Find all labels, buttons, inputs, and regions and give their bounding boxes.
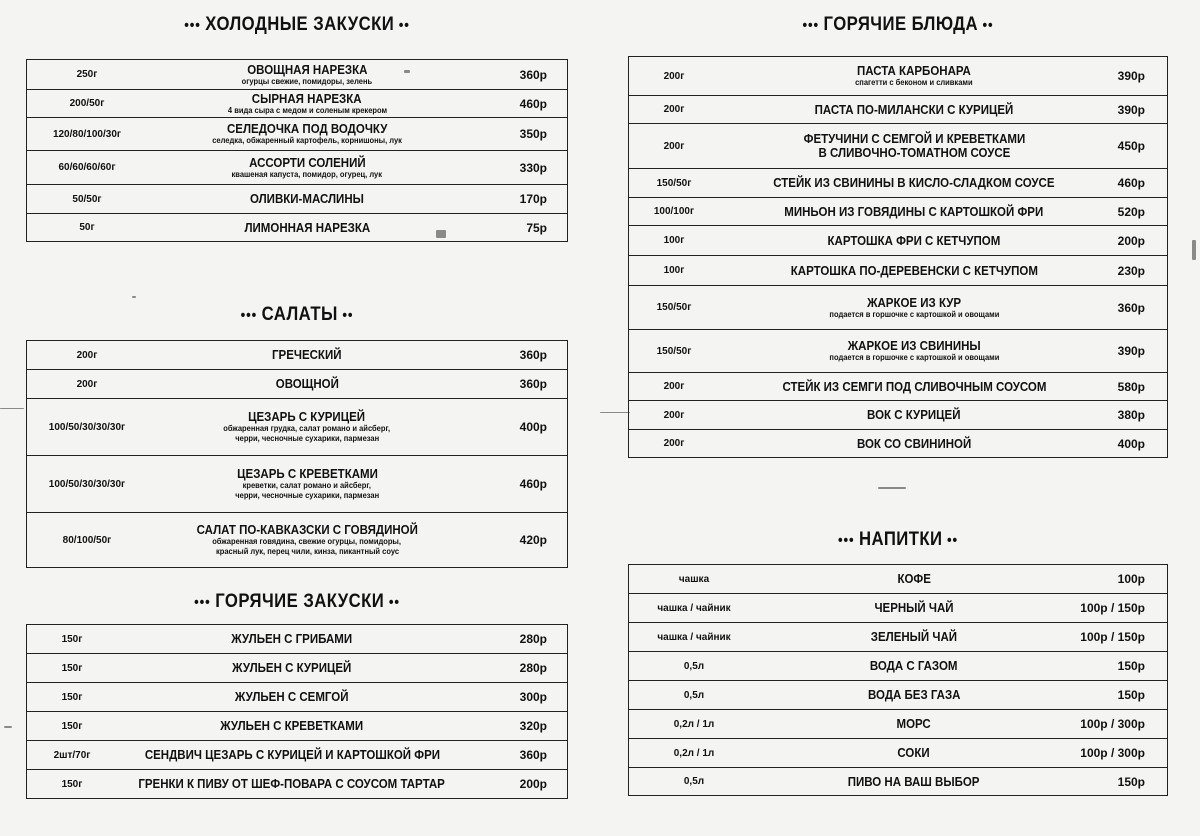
title-ornament-right: •• <box>337 307 354 324</box>
dish-price: 230р <box>1117 263 1145 278</box>
dish-description: красный лук, перец чили, кинза, пикантный соус <box>215 547 399 556</box>
dish-name: МИНЬОН ИЗ ГОВЯДИНЫ С КАРТОШКОЙ ФРИ <box>784 204 1044 219</box>
dish-price: 390р <box>1117 102 1145 117</box>
menu-table <box>26 624 568 799</box>
menu-table <box>26 340 568 568</box>
dish-price: 150р <box>1117 688 1145 702</box>
dish-name: ЖУЛЬЕН С КРЕВЕТКАМИ <box>220 719 364 733</box>
dish-name: ЛИМОННАЯ НАРЕЗКА <box>244 220 370 235</box>
dish-description: огурцы свежие, помидоры, зелень <box>241 76 373 86</box>
menu-row <box>628 255 1168 285</box>
dish-name: КАРТОШКА ПО-ДЕРЕВЕНСКИ С КЕТЧУПОМ <box>790 263 1038 278</box>
dish-name: ЦЕЗАРЬ С КУРИЦЕЙ <box>248 410 366 424</box>
dish-description: квашеная капуста, помидор, огурец, лук <box>231 169 383 179</box>
dish-description: обжаренная грудка, салат романо и айсберг, <box>223 424 391 433</box>
dish-description: черри, чесночные сухарики, пармезан <box>235 491 379 500</box>
dish-name: ЖУЛЬЕН С КУРИЦЕЙ <box>232 661 352 675</box>
portion-weight: 200г <box>663 70 685 82</box>
dish-description: спагетти с беконом и сливками <box>855 78 973 87</box>
dish-description: 4 вида сыра с медом и соленым крекером <box>227 105 387 115</box>
menu-row <box>26 624 568 653</box>
menu-row <box>26 512 568 568</box>
dish-price: 320р <box>519 719 547 733</box>
portion-weight: 150/50г <box>656 345 692 357</box>
dish-price: 200р <box>519 777 547 791</box>
dish-name: АССОРТИ СОЛЕНИЙ <box>248 155 366 170</box>
dish-cell <box>152 370 462 398</box>
portion-weight: 0,5л <box>683 660 705 672</box>
dish-name: СЫРНАЯ НАРЕЗКА <box>252 91 362 106</box>
title-ornament-right: •• <box>977 17 994 34</box>
dish-cell <box>764 681 1064 709</box>
dish-price: 460р <box>1117 176 1145 190</box>
dish-cell <box>122 654 462 682</box>
dish-name: ВОК С КУРИЦЕЙ <box>867 408 961 422</box>
title-ornament-left: ••• <box>194 594 216 611</box>
dish-cell <box>122 625 462 653</box>
portion-weight: 60/60/60/60г <box>58 162 116 173</box>
portion-weight: 0,2л / 1л <box>673 747 715 759</box>
menu-row <box>26 89 568 117</box>
title-ornament-left: ••• <box>802 17 824 34</box>
dish-name: КАРТОШКА ФРИ С КЕТЧУПОМ <box>827 233 1001 248</box>
portion-weight: чашка / чайник <box>657 602 731 614</box>
menu-row <box>628 622 1168 651</box>
dish-name: СЕНДВИЧ ЦЕЗАРЬ С КУРИЦЕЙ И КАРТОШКОЙ ФРИ <box>144 748 440 762</box>
portion-weight: 250г <box>76 69 98 80</box>
section-title <box>660 529 1135 551</box>
section-title-text: САЛАТЫ <box>261 304 338 325</box>
dish-name: ВОДА БЕЗ ГАЗА <box>867 688 961 702</box>
dish-cell <box>764 565 1064 593</box>
title-ornament-right: •• <box>942 532 959 549</box>
menu-row <box>628 564 1168 593</box>
dish-price: 170р <box>519 192 547 206</box>
dish-price: 460р <box>519 477 547 491</box>
menu-row <box>26 369 568 398</box>
dish-description: обжаренная говядина, свежие огурцы, помидоры, <box>212 537 402 546</box>
portion-weight: 150/50г <box>656 177 692 189</box>
dish-price: 300р <box>519 690 547 704</box>
menu-table <box>628 56 1168 458</box>
title-ornament-left: ••• <box>837 532 860 549</box>
portion-weight: 100/50/30/30/30г <box>48 421 126 433</box>
dish-cell <box>122 683 462 711</box>
print-speck <box>878 487 906 489</box>
menu-row <box>26 769 568 799</box>
menu-row <box>628 651 1168 680</box>
menu-row <box>628 168 1168 197</box>
portion-weight: 0,5л <box>683 689 705 701</box>
dish-price: 400р <box>519 420 547 434</box>
dish-name: ЦЕЗАРЬ С КРЕВЕТКАМИ <box>236 467 378 481</box>
dish-description: креветки, салат романо и айсберг, <box>242 481 372 490</box>
portion-weight: 100г <box>663 265 685 276</box>
dish-price: 100р / 150р <box>1080 630 1145 644</box>
dish-price: 100р / 300р <box>1080 717 1145 731</box>
menu-row <box>628 400 1168 429</box>
menu-row <box>628 197 1168 225</box>
title-ornament-right: •• <box>384 594 400 611</box>
portion-weight: 50/50г <box>72 193 102 205</box>
dish-price: 100р <box>1117 572 1145 586</box>
dish-description: подается в горшочке с картошкой и овощами <box>829 309 999 319</box>
portion-weight: 120/80/100/30г <box>52 128 122 140</box>
dish-name: СОКИ <box>897 746 931 760</box>
dish-price: 150р <box>1117 774 1145 789</box>
dish-price: 460р <box>519 96 547 111</box>
menu-row <box>26 398 568 455</box>
dish-cell <box>152 214 462 241</box>
dish-name: ВОК СО СВИНИНОЙ <box>856 436 972 451</box>
dish-price: 280р <box>519 632 547 646</box>
menu-row <box>26 740 568 769</box>
portion-weight: 150г <box>61 691 83 703</box>
menu-row <box>628 329 1168 372</box>
dish-cell <box>152 151 462 184</box>
dish-name: ЖАРКОЕ ИЗ КУР <box>866 295 961 310</box>
menu-table <box>26 59 568 242</box>
dish-name: ОЛИВКИ-МАСЛИНЫ <box>250 192 364 206</box>
dish-name: ОВОЩНОЙ <box>275 377 339 391</box>
menu-table <box>628 564 1168 796</box>
dish-price: 200р <box>1117 233 1145 248</box>
dish-name: ВОДА С ГАЗОМ <box>870 659 958 673</box>
dish-price: 400р <box>1117 436 1145 451</box>
portion-weight: 150г <box>61 662 83 674</box>
dish-name: СТЕЙК ИЗ СЕМГИ ПОД СЛИВОЧНЫМ СОУСОМ <box>782 379 1046 394</box>
dish-cell <box>152 118 462 150</box>
dish-name: ПАСТА ПО-МИЛАНСКИ С КУРИЦЕЙ <box>814 102 1014 117</box>
portion-weight: 200г <box>663 438 685 449</box>
dish-price: 360р <box>519 748 547 762</box>
dish-price: 350р <box>519 127 547 141</box>
portion-weight: 100/50/30/30/30г <box>48 478 126 490</box>
dish-price: 150р <box>1117 659 1145 673</box>
menu-row <box>26 340 568 369</box>
portion-weight: 0,2л / 1л <box>673 718 715 730</box>
dish-name: ЖУЛЬЕН С СЕМГОЙ <box>235 690 349 704</box>
section-title <box>59 14 536 36</box>
portion-weight: 150г <box>61 720 83 732</box>
menu-row <box>26 150 568 184</box>
menu-row <box>26 653 568 682</box>
dish-price: 390р <box>1117 69 1145 83</box>
section-title <box>660 14 1135 36</box>
menu-row <box>26 711 568 740</box>
dish-cell <box>152 90 462 117</box>
dish-name: КОФЕ <box>897 572 931 586</box>
portion-weight: 150/50г <box>656 302 692 313</box>
portion-weight: 200г <box>663 409 685 421</box>
print-speck <box>436 230 446 238</box>
portion-weight: 50г <box>79 222 95 233</box>
dish-price: 100р / 150р <box>1080 601 1145 615</box>
dish-price: 330р <box>519 160 547 175</box>
menu-row <box>628 767 1168 796</box>
dish-cell <box>764 623 1064 651</box>
dish-price: 360р <box>519 67 547 82</box>
dish-name: СЕЛЕДОЧКА ПОД ВОДОЧКУ <box>226 122 388 136</box>
dish-price: 580р <box>1117 379 1145 394</box>
menu-row <box>628 225 1168 255</box>
portion-weight: 100г <box>663 235 685 246</box>
dish-price: 450р <box>1117 139 1145 153</box>
menu-row <box>628 738 1168 767</box>
portion-weight: 200г <box>76 378 98 390</box>
dish-name: ЖУЛЬЕН С ГРИБАМИ <box>231 632 353 646</box>
dish-cell <box>764 652 1064 680</box>
portion-weight: 150г <box>61 778 83 790</box>
menu-row <box>628 56 1168 95</box>
portion-weight: 0,5л <box>683 776 705 787</box>
dish-cell <box>152 60 462 89</box>
dish-description: подается в горшочке с картошкой и овощами <box>829 353 999 362</box>
print-speck <box>132 296 136 298</box>
menu-row <box>26 455 568 512</box>
dish-name: ЗЕЛЕНЫЙ ЧАЙ <box>870 630 958 644</box>
menu-row <box>26 184 568 213</box>
menu-row <box>628 95 1168 123</box>
dish-name: ПАСТА КАРБОНАРА <box>857 64 971 78</box>
portion-weight: 200г <box>663 381 685 392</box>
dish-description: черри, чесночные сухарики, пармезан <box>235 434 379 443</box>
dish-price: 100р / 300р <box>1080 746 1145 760</box>
dish-cell <box>152 456 462 512</box>
dish-price: 390р <box>1117 344 1145 358</box>
menu-row <box>628 123 1168 168</box>
title-ornament-left: ••• <box>240 307 262 324</box>
dish-cell <box>764 768 1064 795</box>
section-title-text: НАПИТКИ <box>859 529 943 550</box>
section-title-text: ХОЛОДНЫЕ ЗАКУСКИ <box>205 14 395 35</box>
dish-cell <box>764 739 1064 767</box>
dish-description: селедка, обжаренный картофель, корнишоны, лук <box>212 136 402 145</box>
print-speck <box>600 412 630 413</box>
dish-price: 420р <box>519 533 547 547</box>
portion-weight: 150г <box>61 633 83 645</box>
title-ornament-left: ••• <box>184 17 206 34</box>
print-speck <box>0 408 24 409</box>
portion-weight: чашка <box>678 573 710 585</box>
section-title <box>59 304 536 326</box>
section-title-text: ГОРЯЧИЕ БЛЮДА <box>823 14 978 35</box>
menu-row <box>628 429 1168 458</box>
dish-cell <box>152 341 462 369</box>
section-title <box>59 591 536 613</box>
menu-row <box>628 680 1168 709</box>
dish-cell <box>152 185 462 213</box>
menu-row <box>628 372 1168 400</box>
section-title-text: ГОРЯЧИЕ ЗАКУСКИ <box>215 591 385 612</box>
dish-price: 360р <box>519 348 547 362</box>
dish-cell <box>122 770 462 798</box>
dish-price: 360р <box>1117 300 1145 315</box>
dish-price: 360р <box>519 377 547 391</box>
dish-name: ЧЕРНЫЙ ЧАЙ <box>874 601 954 615</box>
dish-cell <box>122 712 462 740</box>
print-speck <box>4 726 12 728</box>
dish-price: 380р <box>1117 408 1145 422</box>
dish-name: ЖАРКОЕ ИЗ СВИНИНЫ <box>847 339 981 353</box>
dish-cell <box>152 399 462 455</box>
menu-row <box>26 59 568 89</box>
dish-name: ГРЕНКИ К ПИВУ ОТ ШЕФ-ПОВАРА С СОУСОМ ТАРТАР <box>138 777 446 791</box>
dish-name: ОВОЩНАЯ НАРЕЗКА <box>246 62 368 77</box>
menu-row <box>628 709 1168 738</box>
menu-row <box>26 682 568 711</box>
portion-weight: 2шт/70г <box>53 749 91 761</box>
portion-weight: чашка / чайник <box>657 631 731 643</box>
dish-name: ГРЕЧЕСКИЙ <box>272 348 342 362</box>
menu-row <box>628 285 1168 329</box>
dish-cell <box>122 741 462 769</box>
dish-price: 75р <box>526 220 547 235</box>
portion-weight: 200г <box>76 349 98 361</box>
dish-name: ФЕТУЧИНИ С СЕМГОЙ И КРЕВЕТКАМИ В СЛИВОЧНО-ТОМАТНОМ СОУСЕ <box>803 132 1025 160</box>
dish-cell <box>764 710 1064 738</box>
menu-row <box>628 593 1168 622</box>
print-speck <box>404 70 410 73</box>
portion-weight: 200г <box>663 104 685 115</box>
menu-row <box>26 117 568 150</box>
dish-cell <box>152 513 462 567</box>
menu-row <box>26 213 568 242</box>
dish-cell <box>764 594 1064 622</box>
portion-weight: 100/100г <box>653 206 695 217</box>
dish-name: МОРС <box>896 717 932 731</box>
portion-weight: 200/50г <box>69 98 105 109</box>
print-speck <box>1192 240 1196 260</box>
portion-weight: 80/100/50г <box>62 534 112 546</box>
dish-name: САЛАТ ПО-КАВКАЗСКИ С ГОВЯДИНОЙ <box>196 523 418 537</box>
portion-weight: 200г <box>663 140 685 152</box>
dish-name: СТЕЙК ИЗ СВИНИНЫ В КИСЛО-СЛАДКОМ СОУСЕ <box>773 176 1055 190</box>
dish-price: 280р <box>519 661 547 675</box>
dish-name: ПИВО НА ВАШ ВЫБОР <box>848 774 980 789</box>
dish-price: 520р <box>1117 204 1145 219</box>
title-ornament-right: •• <box>394 17 410 34</box>
